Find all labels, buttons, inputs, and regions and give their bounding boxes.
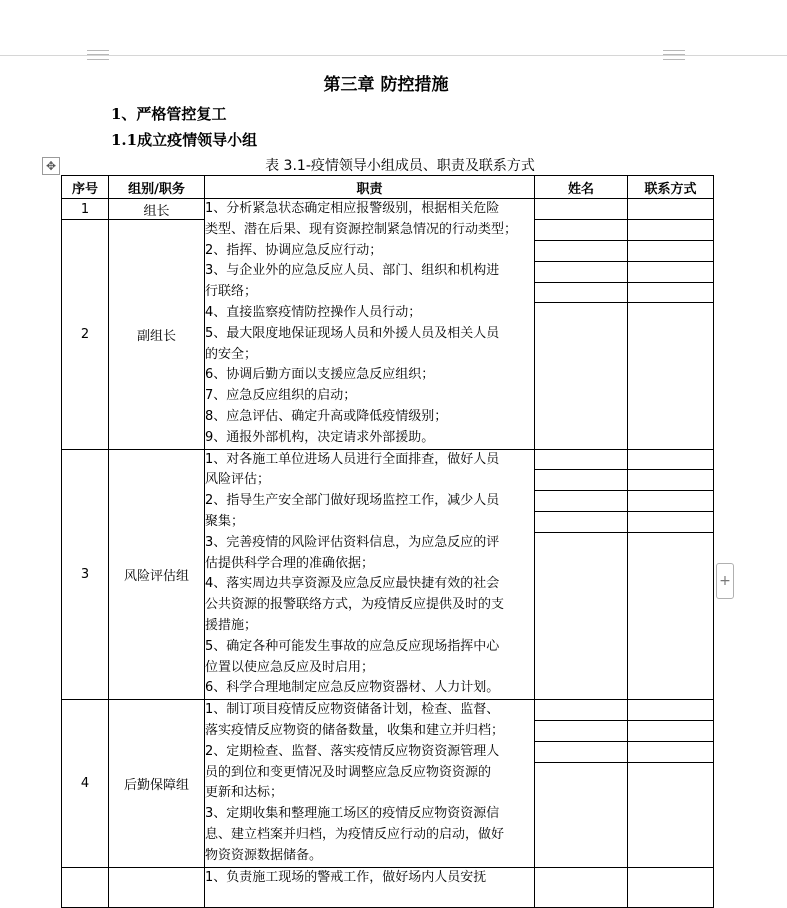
contact-cell-group[interactable]: [628, 449, 714, 700]
name-cell[interactable]: [535, 220, 627, 241]
name-cell[interactable]: [535, 512, 627, 533]
table-move-handle-icon[interactable]: ✥: [42, 157, 60, 175]
contact-cell[interactable]: [628, 283, 713, 304]
header-no: 序号: [62, 176, 109, 199]
name-cell[interactable]: [535, 700, 627, 721]
row-group: 后勤保障组: [109, 700, 205, 867]
name-cell[interactable]: [535, 533, 627, 554]
row-no: 2: [62, 220, 109, 449]
duty-cell-leaders: 1、分析紧急状态确定相应报警级别，根据相关危险 类型、潜在后果、现有资源控制紧急情况的行动类型； 2、指挥、协调应急反应行动； 3、与企业外的应急反应人员、部门、组织和机构进 行联络； 4、直接监察疫情防控操作人员行动； 5、最大限度地保证现场人员和外援人员及相关人员 的安全； 6、协调后勤方面以支援应急反应组织； 7、应急反应组织的启动； 8、应急评估、确定升高或降低疫情级别； 9、通报外部机构，决定请求外部援助。: [205, 199, 535, 450]
chapter-title: 第三章 防控措施: [323, 75, 449, 95]
contact-cell[interactable]: [628, 241, 713, 262]
table-row: [62, 867, 714, 907]
leadership-table: [61, 175, 714, 908]
name-cell[interactable]: [535, 470, 627, 491]
name-cell-group[interactable]: [535, 449, 628, 700]
row-group: 风险评估组: [109, 449, 205, 700]
contact-cell[interactable]: [628, 700, 713, 721]
name-cell[interactable]: [535, 721, 627, 742]
row-no: 3: [62, 449, 109, 700]
table-header-row: [62, 176, 714, 199]
name-cell-group[interactable]: [535, 220, 628, 449]
contact-cell[interactable]: [628, 742, 713, 763]
name-cell-group[interactable]: [535, 700, 628, 867]
contact-cell[interactable]: [628, 491, 713, 512]
page-margin-marker-left: [87, 50, 109, 60]
contact-cell[interactable]: [628, 763, 713, 784]
row-no: [62, 867, 109, 907]
row-group: 组长: [109, 199, 205, 220]
contact-cell-group[interactable]: [628, 700, 714, 867]
section-heading-1-1: 1.1成立疫情领导小组: [111, 131, 258, 149]
contact-cell[interactable]: [628, 721, 713, 742]
name-cell[interactable]: [535, 763, 627, 784]
row-no: 4: [62, 700, 109, 867]
contact-cell[interactable]: [628, 303, 713, 324]
header-name: 姓名: [535, 176, 628, 199]
add-column-button[interactable]: +: [716, 563, 734, 599]
contact-cell[interactable]: [628, 220, 713, 241]
name-cell[interactable]: [535, 241, 627, 262]
duty-cell-logistics: 1、制订项目疫情反应物资储备计划，检查、监督、 落实疫情反应物资的储备数量，收集和建立并归档； 2、定期检查、监督、落实疫情反应物资资源管理人 员的到位和变更情况及时调整应急反应物资资源的 更新和达标； 3、定期收集和整理施工场区的疫情反应物资资源信 息、建立档案并归档，为疫情反应行动的启动，做好 物资资源数据储备。: [205, 700, 535, 867]
header-duty: 职责: [205, 176, 535, 199]
row-group: [109, 867, 205, 907]
header-contact: 联系方式: [628, 176, 714, 199]
name-cell[interactable]: [535, 283, 627, 304]
contact-cell[interactable]: [628, 512, 713, 533]
duty-cell-risk: 1、对各施工单位进场人员进行全面排查，做好人员 风险评估； 2、指导生产安全部门做好现场监控工作，减少人员 聚集； 3、完善疫情的风险评估资料信息，为应急反应的评 估提供科学合理的准确依据； 4、落实周边共享资源及应急反应最快捷有效的社会 公共资源的报警联络方式，为疫情反应提供及时的支 援措施； 5、确定各种可能发生事故的应急反应现场指挥中心 位置以使应急反应及时启用； 6、科学合理地制定应急反应物资器材、人力计划。: [205, 449, 535, 700]
section-heading-1: 1、严格管控复工: [111, 105, 227, 123]
contact-cell[interactable]: [628, 867, 714, 907]
name-cell[interactable]: [535, 262, 627, 283]
table-row: [62, 449, 714, 700]
name-cell[interactable]: [535, 303, 627, 324]
table-row: [62, 199, 714, 220]
contact-cell[interactable]: [628, 470, 713, 491]
duty-cell-security: 1、负责施工现场的警戒工作，做好场内人员安抚: [205, 867, 535, 907]
name-cell[interactable]: [535, 199, 628, 220]
contact-cell[interactable]: [628, 199, 714, 220]
contact-cell-group[interactable]: [628, 220, 714, 449]
row-group: 副组长: [109, 220, 205, 449]
name-cell[interactable]: [535, 491, 627, 512]
name-cell[interactable]: [535, 742, 627, 763]
row-no: 1: [62, 199, 109, 220]
table-row: [62, 700, 714, 867]
table-caption: 表 3.1-疫情领导小组成员、职责及联系方式: [265, 158, 535, 174]
name-cell[interactable]: [535, 867, 628, 907]
name-cell[interactable]: [535, 450, 627, 471]
contact-cell[interactable]: [628, 262, 713, 283]
contact-cell[interactable]: [628, 533, 713, 554]
page-margin-marker-right: [663, 50, 685, 60]
contact-cell[interactable]: [628, 450, 713, 471]
header-group: 组别/职务: [109, 176, 205, 199]
